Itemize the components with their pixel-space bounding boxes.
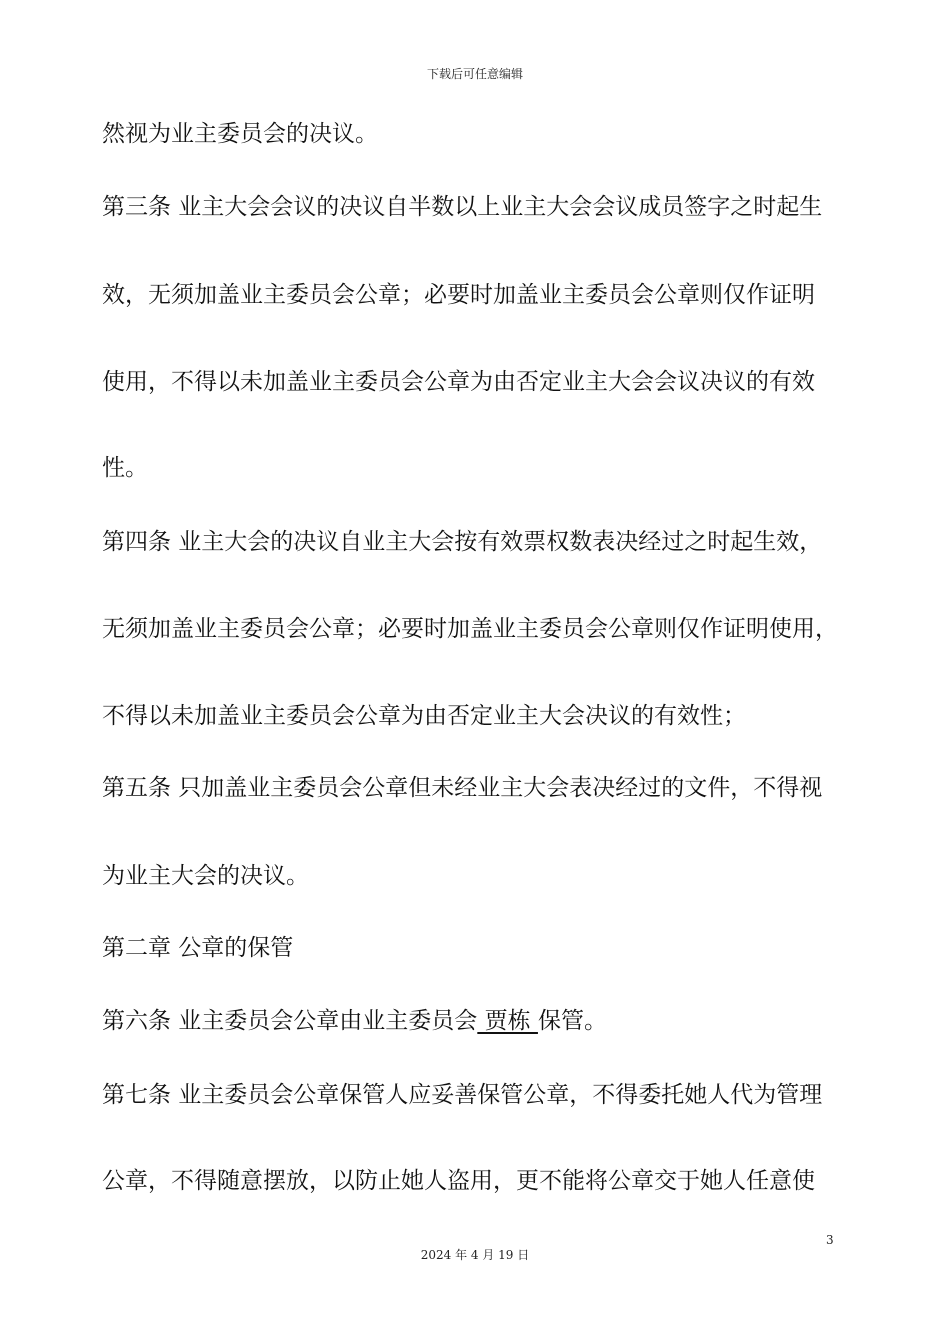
header-note: 下载后可任意编辑	[426, 67, 523, 81]
body-line-8: 不得以未加盖业主委员会公章为由否定业主大会决议的有效性；	[102, 703, 746, 729]
body-line-4: 使用，不得以未加盖业主委员会公章为由否定业主大会会议决议的有效	[102, 369, 815, 395]
page-number: 3	[826, 1233, 834, 1247]
article-six-suffix: 保管。	[537, 1008, 607, 1034]
body-line-10: 为业主大会的决议。	[102, 863, 309, 889]
footer-date: 2024 年 4 月 19 日	[420, 1248, 530, 1262]
body-line-6: 第四条 业主大会的决议自业主大会按有效票权数表决经过之时起生效，	[102, 529, 823, 555]
body-line-3: 效，无须加盖业主委员会公章；必要时加盖业主委员会公章则仅作证明	[102, 282, 815, 308]
body-line-1: 然视为业主委员会的决议。	[102, 121, 378, 147]
body-line-2: 第三条 业主大会会议的决议自半数以上业主大会会议成员签字之时起生	[102, 194, 823, 220]
article-six-line	[102, 1006, 607, 1036]
body-line-13: 公章，不得随意摆放，以防止她人盗用，更不能将公章交于她人任意使	[102, 1168, 815, 1194]
chapter-heading: 第二章 公章的保管	[102, 935, 294, 961]
body-line-7: 无须加盖业主委员会公章；必要时加盖业主委员会公章则仅作证明使用，	[102, 616, 838, 642]
body-line-12: 第七条 业主委员会公章保管人应妥善保管公章，不得委托她人代为管理	[102, 1082, 823, 1108]
body-line-5: 性。	[102, 455, 148, 481]
article-six-prefix: 第六条 业主委员会公章由业主委员会	[102, 1008, 478, 1034]
body-line-9: 第五条 只加盖业主委员会公章但未经业主大会表决经过的文件，不得视	[102, 775, 823, 801]
custodian-name: 贾栋	[477, 1008, 538, 1034]
